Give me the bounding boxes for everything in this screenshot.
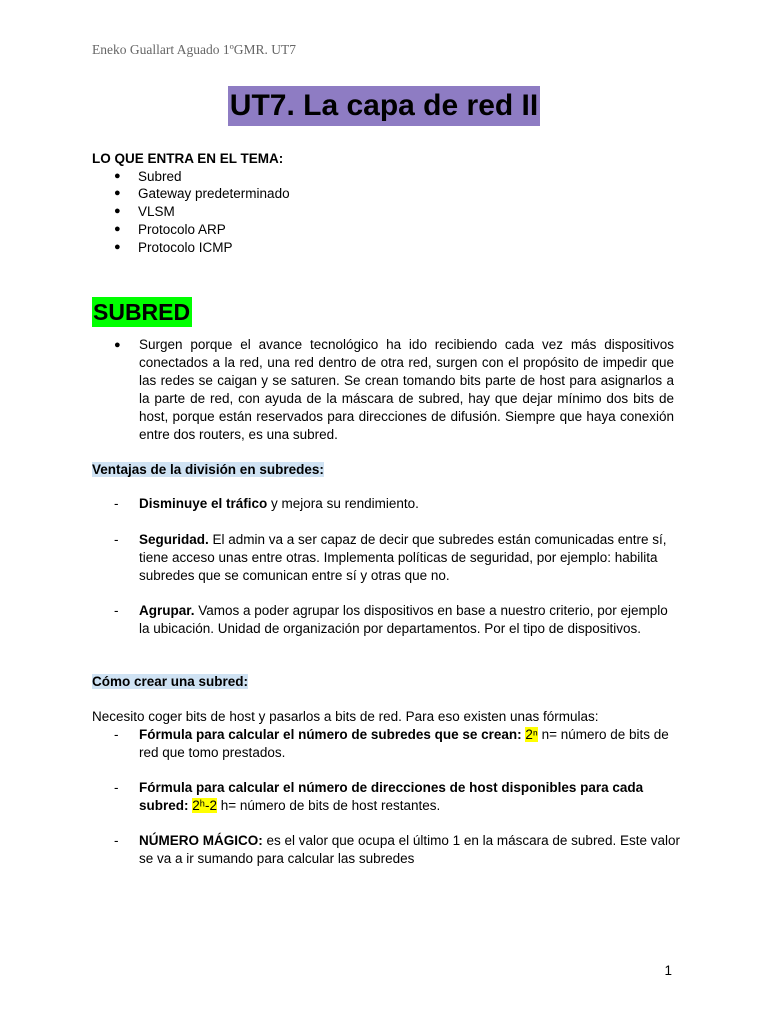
title-wrapper — [0, 86, 768, 126]
formula-item — [92, 832, 682, 868]
ventaja-item — [92, 531, 682, 585]
formula-item — [92, 726, 682, 762]
formula-text: h= número de bits de host restantes. — [216, 798, 441, 813]
ventaja-text: Vamos a poder agrupar los dispositivos en base a nuestro criterio, por ejemplo la ubicación. Unidad de organización por departamentos. Por el tipo de dispositivos. — [139, 603, 668, 636]
ventaja-bold: Disminuye el tráfico — [139, 496, 268, 511]
list-item: ● Protocolo ARP — [92, 221, 290, 239]
ventajas-heading: Ventajas de la división en subredes: — [92, 462, 324, 477]
list-item: ● VLSM — [92, 203, 290, 221]
formula-text: n= número de bits de red que tomo prestados. — [139, 727, 669, 760]
tema-section — [92, 150, 290, 256]
ventaja-item — [92, 602, 682, 638]
dash-icon: - — [114, 603, 119, 618]
subred-intro-text: Surgen porque el avance tecnológico ha ido recibiendo cada vez más dispositivos conectados a la red, una red dentro de otra red, surgen con el propósito de impedir que las redes se caigan y se saturen. Se crean tomando bits parte de host para asignarlos a la parte de red, con ayuda de la máscara de subred, hay que dejar mínimo dos bits de host, porque están reservados para direcciones de difusión. Siempre que haya conexión entre dos routers, es una subred. — [139, 337, 674, 442]
list-item: ● Protocolo ICMP — [92, 239, 290, 257]
subred-heading: SUBRED — [93, 299, 191, 325]
crear-heading: Cómo crear una subred: — [92, 674, 249, 689]
formula-bold: Fórmula para calcular el número de direcciones de host disponibles para cada subred: — [139, 780, 644, 813]
document-title: UT7. La capa de red II — [228, 86, 540, 126]
page-number: 1 — [664, 963, 672, 978]
formula-highlight: 2ⁿ — [525, 727, 538, 742]
document-header: Eneko Guallart Aguado 1ºGMR. UT7 — [92, 42, 297, 57]
formula-bold: Fórmula para calcular el número de subredes que se crean: — [139, 727, 522, 742]
crear-intro: Necesito coger bits de host y pasarlos a bits de red. Para eso existen unas fórmulas: — [92, 709, 599, 724]
formula-item — [92, 779, 682, 815]
subred-intro — [92, 336, 674, 444]
dash-icon: - — [114, 727, 119, 742]
crear-heading-wrap — [92, 673, 248, 691]
ventaja-item — [92, 495, 682, 513]
ventaja-bold: Seguridad. — [139, 532, 209, 547]
dash-icon: - — [114, 833, 119, 848]
formula-bold: NÚMERO MÁGICO: — [139, 833, 263, 848]
ventaja-text: El admin va a ser capaz de decir que subredes están comunicadas entre sí, tiene acceso unas entre otras. Implementa políticas de seguridad, por ejemplo: habilita subredes que se comunican entre sí y otras que no. — [139, 532, 667, 583]
ventajas-heading-wrap — [92, 461, 324, 479]
dash-icon: - — [114, 532, 119, 547]
list-item: ● Gateway predeterminado — [92, 185, 290, 203]
bullet-icon: ● — [114, 339, 121, 351]
dash-icon: - — [114, 496, 119, 511]
tema-heading: LO QUE ENTRA EN EL TEMA: — [92, 151, 284, 166]
ventaja-bold: Agrupar. — [139, 603, 195, 618]
formula-text: es el valor que ocupa el último 1 en la máscara de subred. Este valor se va a ir sumando para calcular las subredes — [139, 833, 680, 866]
ventaja-text: y mejora su rendimiento. — [267, 496, 419, 511]
dash-icon: - — [114, 780, 119, 795]
tema-list — [92, 168, 290, 257]
formula-highlight: 2ʰ-2 — [192, 798, 217, 813]
list-item: ● Subred — [92, 168, 290, 186]
